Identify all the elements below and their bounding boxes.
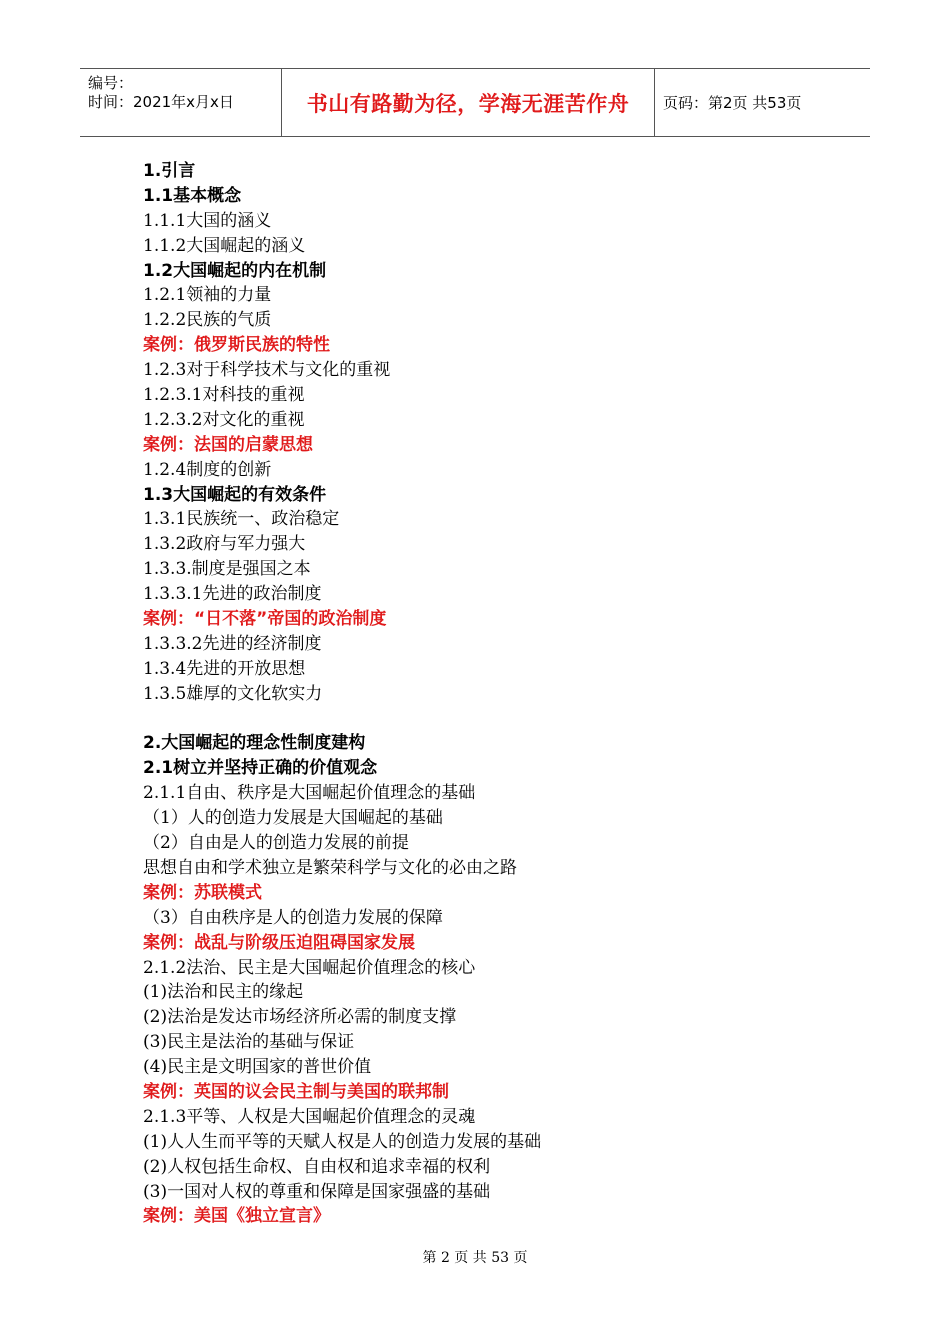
outline-item: (1)法治和民主的缘起: [143, 982, 304, 1003]
outline-item: （1）人的创造力发展是大国崛起的基础: [143, 808, 443, 829]
header-left-cell: [80, 69, 282, 136]
outline-item: 2.1.1自由、秩序是大国崛起价值理念的基础: [143, 783, 476, 804]
case-heading: 案例：英国的议会民主制与美国的联邦制: [143, 1081, 449, 1102]
outline-item: 1.2.4制度的创新: [143, 459, 272, 480]
header-motto: 书山有路勤为径，学海无涯苦作舟: [306, 91, 630, 116]
outline-item: 2.1.2法治、民主是大国崛起价值理念的核心: [143, 957, 476, 978]
outline-item: 2.大国崛起的理念性制度建构: [143, 733, 366, 754]
outline-item: 1.3.3.2先进的经济制度: [143, 633, 322, 654]
outline-item: （2）自由是人的创造力发展的前提: [143, 833, 409, 854]
outline-item: 1.引言: [143, 161, 196, 181]
outline-item: （3）自由秩序是人的创造力发展的保障: [143, 907, 443, 928]
outline-item: 1.3.4先进的开放思想: [143, 658, 306, 679]
outline-item: 1.1.2大国崛起的涵义: [143, 235, 306, 256]
outline-item: 1.3.5雄厚的文化软实力: [143, 683, 323, 704]
header-motto-cell: [282, 69, 655, 136]
case-heading: 案例：法国的启蒙思想: [143, 434, 313, 455]
outline-item: 1.3.2政府与军力强大: [143, 534, 306, 555]
case-heading: 案例：俄罗斯民族的特性: [143, 335, 330, 356]
outline-item: 2.1树立并坚持正确的价值观念: [143, 758, 378, 779]
outline-item: 2.1.3平等、人权是大国崛起价值理念的灵魂: [143, 1106, 476, 1127]
outline-item: 1.3大国崛起的有效条件: [143, 484, 327, 505]
page-footer: 第 2 页 共 53 页: [422, 1250, 528, 1266]
outline-item: 1.2.3对于科学技术与文化的重视: [143, 360, 391, 381]
blank-line: [143, 707, 843, 732]
outline-item: (4)民主是文明国家的普世价值: [143, 1057, 372, 1078]
outline-item: 1.2.3.2对文化的重视: [143, 409, 305, 430]
outline-item: 1.1.1大国的涵义: [143, 210, 272, 231]
document-date-label: 时间：2021年x月x日: [88, 93, 234, 111]
outline-item: 1.2.3.1对科技的重视: [143, 385, 305, 406]
case-heading: 案例：“日不落”帝国的政治制度: [143, 609, 387, 630]
outline-item: (2)人权包括生命权、自由权和追求幸福的权利: [143, 1156, 491, 1177]
outline-item: 1.2大国崛起的内在机制: [143, 260, 327, 281]
case-heading: 案例：苏联模式: [143, 882, 262, 903]
outline-item: (3)一国对人权的尊重和保障是国家强盛的基础: [143, 1181, 491, 1202]
outline-item: 1.2.1领袖的力量: [143, 285, 272, 306]
header-page-info: 页码：第2页 共53页: [663, 94, 802, 112]
case-heading: 案例：战乱与阶级压迫阻碍国家发展: [143, 932, 415, 953]
outline-item: (1)人人生而平等的天赋人权是人的创造力发展的基础: [143, 1131, 542, 1152]
page-header: [80, 68, 870, 137]
outline-item: (2)法治是发达市场经济所必需的制度支撑: [143, 1007, 457, 1028]
outline-item: 1.2.2民族的气质: [143, 310, 272, 331]
outline-item: 1.1基本概念: [143, 185, 242, 206]
outline-item: 思想自由和学术独立是繁荣科学与文化的必由之路: [143, 857, 517, 878]
outline-item: 1.3.3.制度是强国之本: [143, 559, 311, 580]
header-page-cell: [655, 69, 870, 136]
outline-content: [143, 159, 843, 1229]
outline-item: (3)民主是法治的基础与保证: [143, 1032, 355, 1053]
outline-item: 1.3.1民族统一、政治稳定: [143, 509, 340, 530]
outline-item: 1.3.3.1先进的政治制度: [143, 584, 322, 605]
case-heading: 案例：美国《独立宣言》: [143, 1206, 330, 1227]
document-number-label: 编号：: [88, 74, 134, 92]
